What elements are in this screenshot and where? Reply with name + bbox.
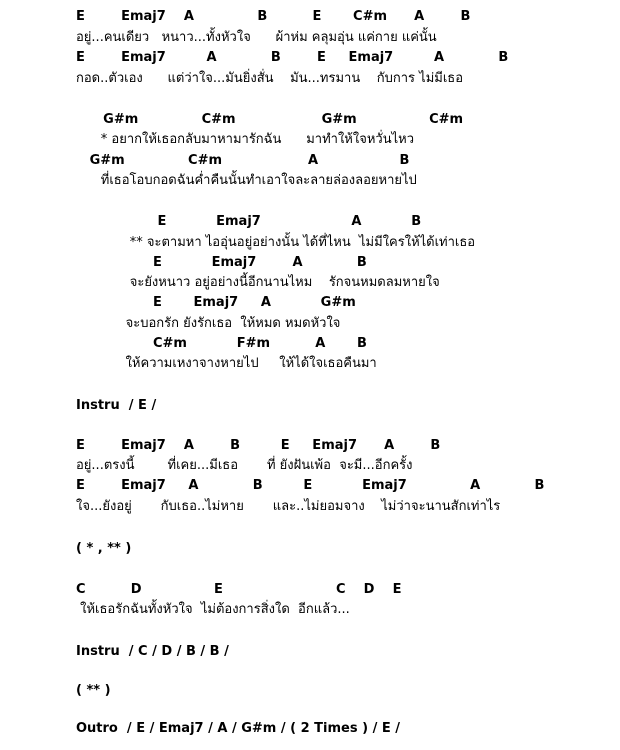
instrumental-label: Instru / E / [76, 398, 157, 413]
chord-line: C#m F#m A B [76, 336, 367, 351]
chord-line: E Emaj7 A B E C#m A B [76, 9, 471, 24]
instrumental-label: Instru / C / D / B / B / [76, 644, 229, 659]
repeat-marker: ( * , ** ) [76, 541, 132, 556]
lyric-line: ที่เธอโอบกอดฉันค่ำคืนนั้นทำเอาใจละลายล่องลอยหายไป [76, 173, 417, 188]
lyric-line: จะบอกรัก ยังรักเธอ ให้หมด หมดหัวใจ [76, 316, 341, 331]
lyric-line: * อยากให้เธอกลับมาหามารักฉัน มาทำให้ใจหวั่นไหว [76, 132, 414, 147]
repeat-marker: ( ** ) [76, 683, 111, 698]
chord-line: C D E C D E [76, 582, 402, 597]
chord-line: E Emaj7 A G#m [76, 295, 356, 310]
chord-line: G#m C#m G#m C#m [76, 112, 464, 127]
lyric-line: อยู่...คนเดียว หนาว...ทั้งหัวใจ ผ้าห่ม คลุมอุ่น แค่กาย แค่นั้น [76, 30, 437, 45]
chord-line: E Emaj7 A B E Emaj7 A B [76, 478, 545, 493]
lyric-line: ** จะตามหา ไออุ่นอยู่อย่างนั้น ได้ที่ไหน ไม่มีใครให้ได้เท่าเธอ [76, 235, 476, 250]
outro-label: Outro / E / Emaj7 / A / G#m / ( 2 Times ) / E / [76, 721, 401, 736]
chord-line: E Emaj7 A B [76, 255, 367, 270]
chord-line: E Emaj7 A B [76, 214, 422, 229]
lyric-line: ใจ...ยังอยู่ กับเธอ..ไม่หาย และ..ไม่ยอมจาง ไม่ว่าจะนานสักเท่าไร [76, 499, 501, 514]
lyric-line: ให้ความเหงาจางหายไป ให้ได้ใจเธอคืนมา [76, 356, 377, 371]
chord-line: E Emaj7 A B E Emaj7 A B [76, 50, 509, 65]
lyric-line: อยู่...ตรงนี้ ที่เคย...มีเธอ ที่ ยังฝันเพ้อ จะมี...อีกครั้ง [76, 458, 413, 473]
chord-line: E Emaj7 A B E Emaj7 A B [76, 438, 441, 453]
lyric-line: ให้เธอรักฉันทั้งหัวใจ ไม่ต้องการสิ่งใด อีกแล้ว... [76, 602, 350, 617]
chord-line: G#m C#m A B [76, 153, 410, 168]
lyric-line: จะยังหนาว อยู่อย่างนี้อีกนานไหม รักจนหมดลมหายใจ [76, 275, 440, 290]
lyric-line: กอด..ตัวเอง แต่ว่าใจ...มันยิ่งสั่น มัน...ทรมาน กับการ ไม่มีเธอ [76, 71, 464, 86]
